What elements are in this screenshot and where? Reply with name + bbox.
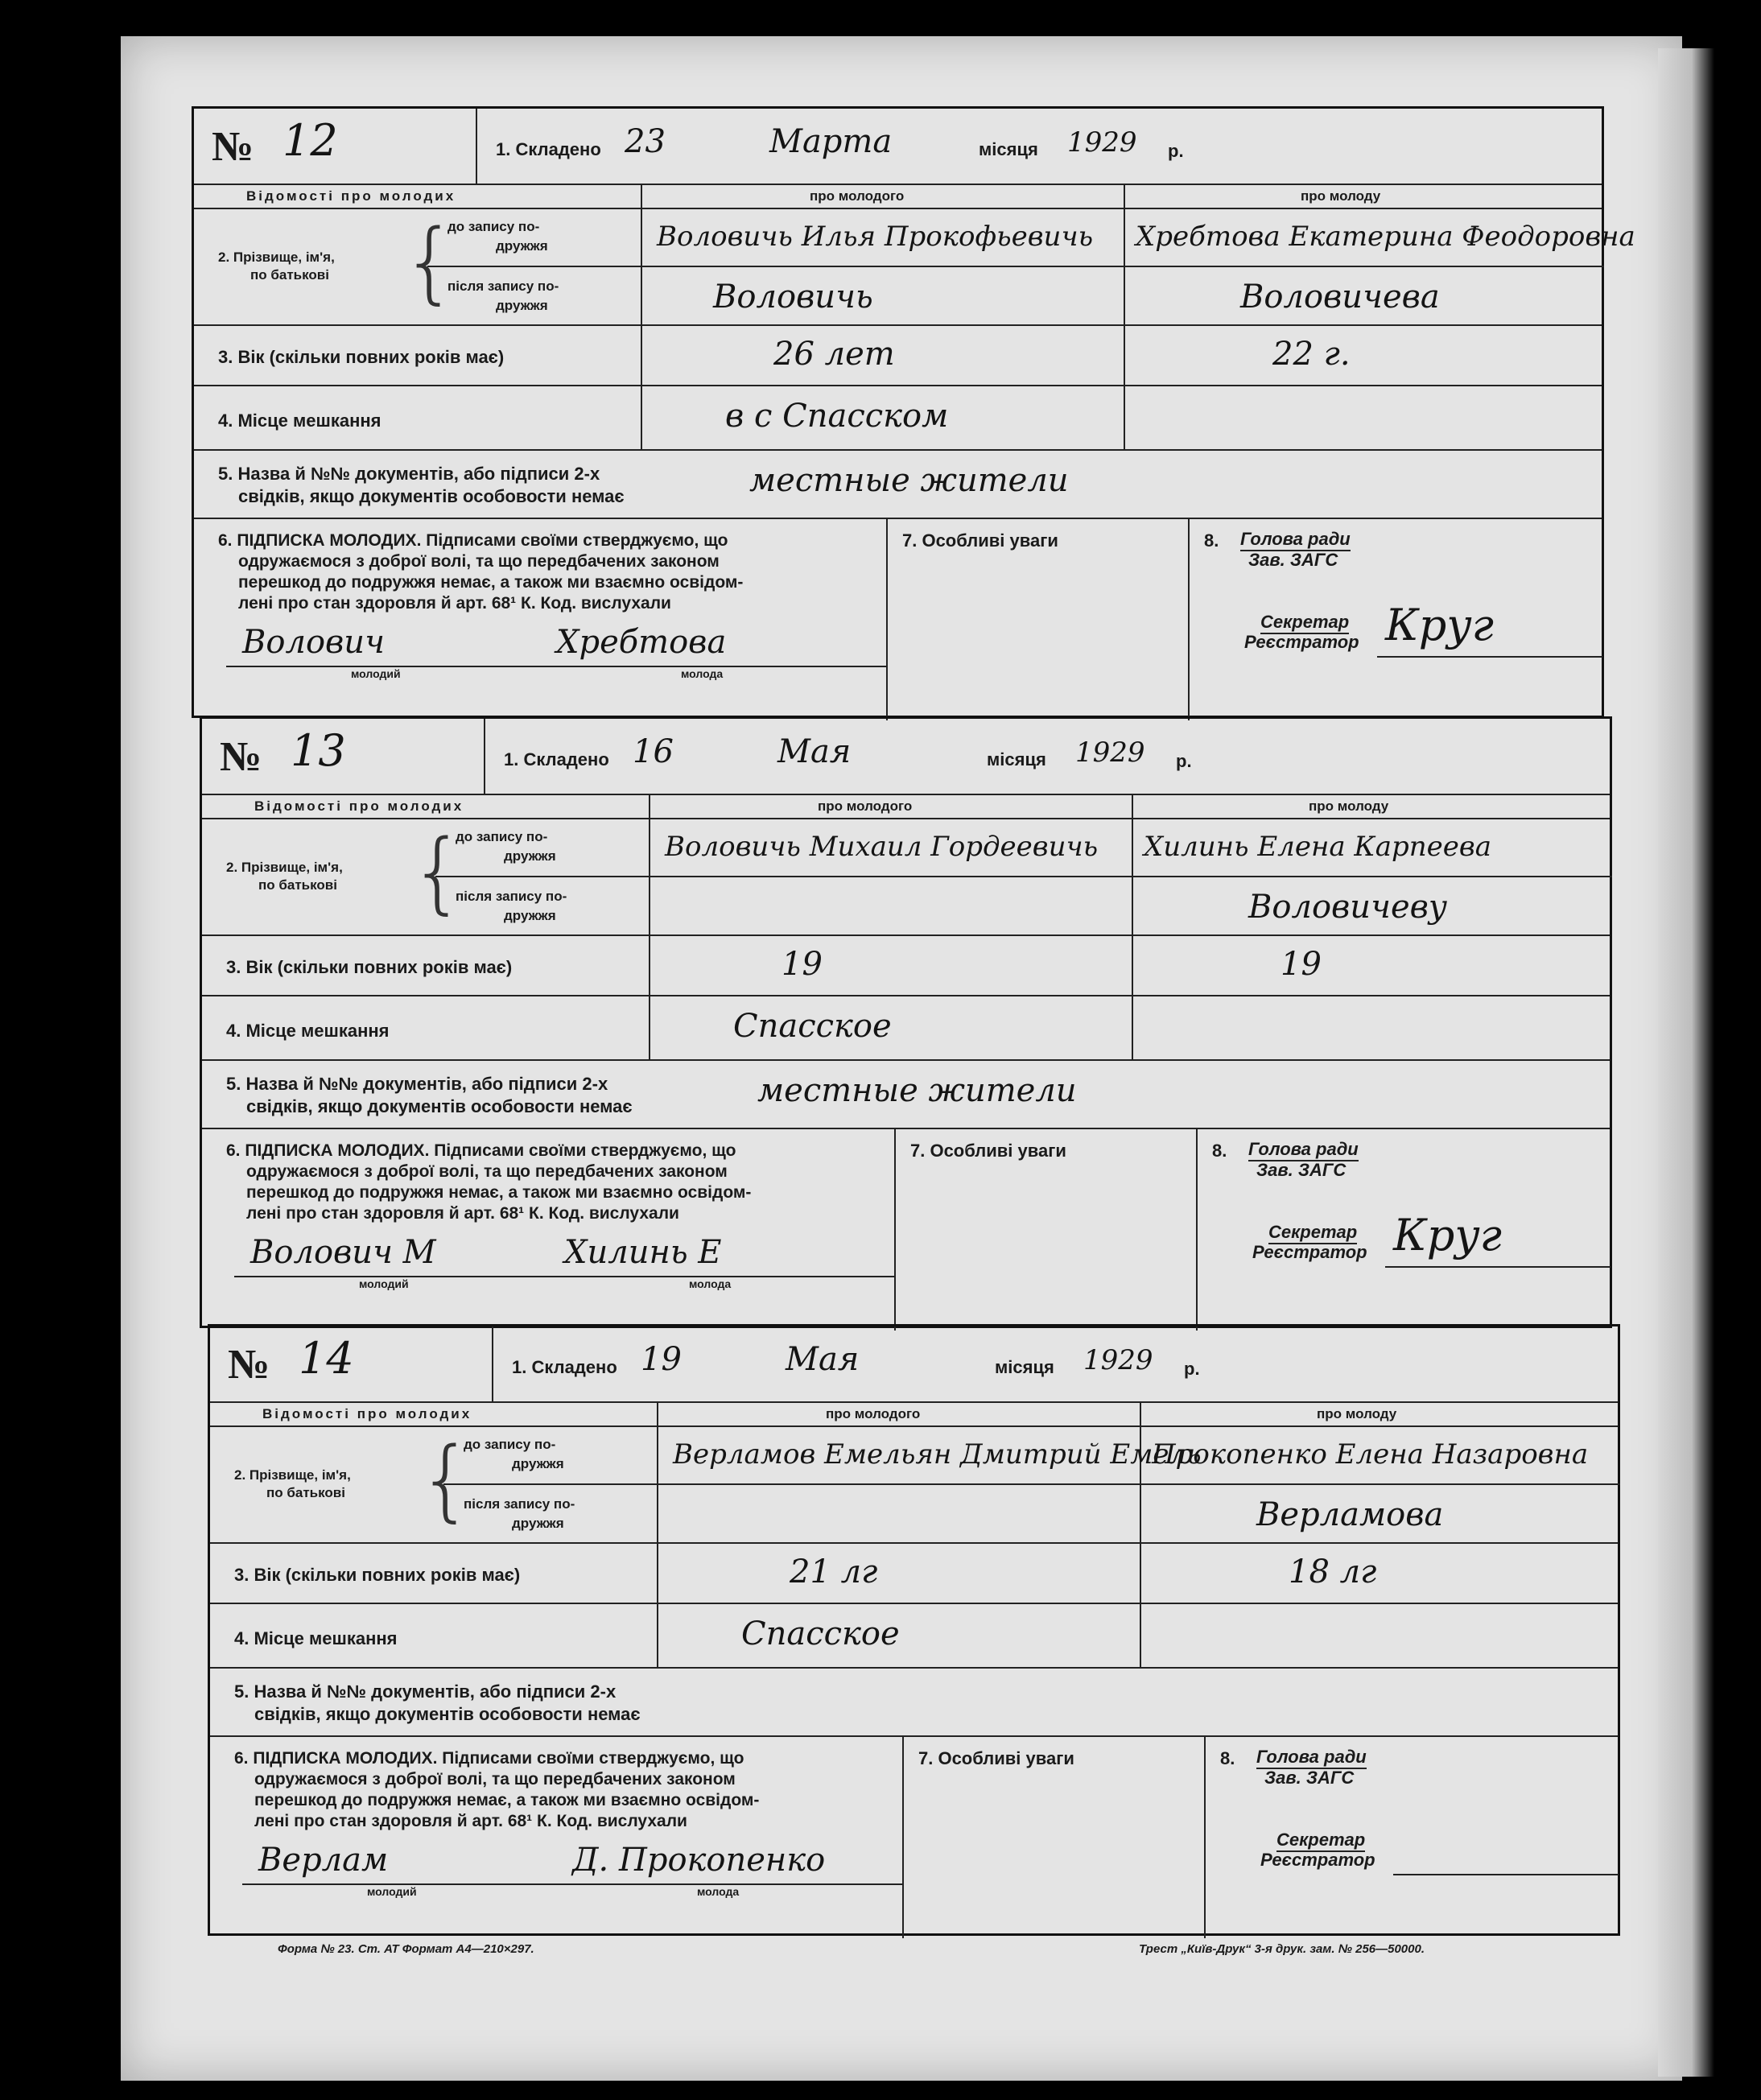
documents-label: 5. Назва й №№ документів, або підписи 2-х: [226, 1074, 608, 1094]
entry-year: 1929: [1083, 1344, 1153, 1376]
subscription-text-2: одружаємося з доброї волі, та що передбачених законом: [246, 1162, 728, 1181]
zags-label: Зав. ЗАГС: [1248, 550, 1338, 570]
groom-header: про молодого: [826, 1406, 921, 1421]
subscription-text-4: лені про стан здоровля й арт. 68¹ К. Код. вислухали: [238, 594, 671, 613]
age-label: 3. Вік (скільки повних років має): [226, 957, 513, 977]
entry-header-row: [194, 109, 1602, 185]
entry-number: 13: [291, 725, 346, 776]
zags-label: Зав. ЗАГС: [1264, 1768, 1355, 1788]
name-label: 2. Прізвище, ім'я,: [234, 1467, 351, 1483]
bride-sig-label: молода: [697, 1885, 740, 1898]
residence-row: [194, 386, 1602, 451]
entry-year: 1929: [1067, 126, 1137, 159]
head-label: Голова ради: [1248, 1139, 1359, 1161]
entry-header-row: [202, 719, 1610, 795]
subscription-text-3: перешкод до подружжя немає, а також ми взаємно освідом-: [246, 1183, 752, 1202]
composed-label: 1. Складено: [496, 139, 601, 159]
before-label: до запису по-: [456, 829, 548, 844]
groom-age: 21 лг: [790, 1553, 878, 1590]
groom-header: про молодого: [818, 798, 913, 814]
groom-sig-label: молодий: [367, 1885, 417, 1898]
documents-row: [210, 1669, 1618, 1737]
names-row: [202, 819, 1610, 936]
subscription-row: [210, 1737, 1618, 1938]
bride-header: про молоду: [1309, 798, 1389, 814]
entry-day: 16: [633, 733, 674, 770]
entry-month: Марта: [769, 123, 893, 160]
subscription-text-3: перешкод до подружжя немає, а також ми взаємно освідом-: [254, 1791, 760, 1809]
age-label: 3. Вік (скільки повних років має): [218, 347, 505, 367]
names-row: [210, 1427, 1618, 1544]
subscription-text-1: 6. ПІДПИСКА МОЛОДИХ. Підписами своїми стверджуємо, що: [226, 1141, 736, 1160]
subscription-text-3: перешкод до подружжя немає, а також ми взаємно освідом-: [238, 573, 744, 592]
entry-year: 1929: [1075, 736, 1145, 769]
bride-signature: Д. Прокопенко: [572, 1842, 826, 1879]
documents-label-2: свідків, якщо документів особовости немає: [246, 1096, 633, 1116]
remarks-label: 7. Особливі уваги: [918, 1748, 1074, 1768]
bride-header: про молоду: [1301, 188, 1381, 204]
register-entry-3: [208, 1324, 1620, 1936]
groom-sig-label: молодий: [359, 1277, 409, 1290]
info-header: Відомості про молодих: [262, 1406, 472, 1421]
groom-name-before: Верламов Емельян Дмитрий Емель: [673, 1438, 1202, 1471]
form-footer-right: Трест „Київ-Друк“ 3-я друк. зам. № 256—50000.: [1139, 1942, 1425, 1956]
groom-name-after: Воловичь: [713, 278, 873, 316]
bride-signature: Хилинь Е: [564, 1234, 722, 1271]
after-label: після запису по-: [464, 1496, 575, 1512]
residence-label: 4. Місце мешкання: [226, 1021, 390, 1041]
brace-icon: {: [402, 210, 458, 313]
subscription-text-4: лені про стан здоровля й арт. 68¹ К. Код. вислухали: [246, 1204, 679, 1223]
age-row: [202, 936, 1610, 996]
remarks-label: 7. Особливі уваги: [902, 530, 1058, 551]
age-label: 3. Вік (скільки повних років має): [234, 1565, 521, 1585]
month-label: місяця: [987, 749, 1046, 769]
entry-day: 23: [625, 123, 666, 160]
subscription-text-4: лені про стан здоровля й арт. 68¹ К. Код. вислухали: [254, 1812, 687, 1830]
after-label: після запису по-: [456, 889, 567, 904]
bride-sig-label: молода: [689, 1277, 732, 1290]
residence-row: [210, 1604, 1618, 1669]
brace-icon: {: [410, 820, 466, 923]
groom-signature: Волович: [242, 624, 385, 661]
register-entry-2: [200, 716, 1612, 1328]
documents-label-2: свідків, якщо документів особовости немає: [254, 1704, 641, 1724]
registrar-label: Реєстратор: [1244, 632, 1359, 652]
after-label-2: дружжя: [496, 298, 548, 313]
name-label: 2. Прізвище, ім'я,: [218, 250, 335, 265]
groom-header: про молодого: [810, 188, 905, 204]
paper-edge: [1658, 48, 1714, 2077]
entry-header-row: [210, 1326, 1618, 1403]
residence-label: 4. Місце мешкання: [218, 411, 381, 431]
registrar-label: Реєстратор: [1252, 1242, 1367, 1262]
head-label: Голова ради: [1256, 1747, 1367, 1769]
before-label-2: дружжя: [496, 238, 548, 254]
groom-signature: Верлам: [258, 1842, 389, 1879]
bride-name-after: Воловичева: [1240, 278, 1440, 316]
residence-value: в с Спасском: [725, 398, 949, 435]
bride-age: 19: [1281, 946, 1322, 983]
documents-row: [202, 1061, 1610, 1129]
before-label: до запису по-: [464, 1437, 556, 1452]
month-label: місяця: [979, 139, 1038, 159]
bride-name-after: Воловичеву: [1248, 889, 1448, 926]
year-suffix: р.: [1176, 751, 1192, 771]
no-sign: №: [228, 1342, 270, 1388]
age-row: [210, 1544, 1618, 1604]
secretary-label: Секретар: [1260, 612, 1349, 634]
bride-age: 22 г.: [1272, 336, 1351, 373]
info-header: Відомості про молодих: [254, 798, 464, 814]
groom-name-before: Воловичь Илья Прокофьевичь: [657, 221, 1094, 253]
composed-label: 1. Складено: [504, 749, 609, 769]
after-label-2: дружжя: [504, 908, 556, 923]
entry-month: Мая: [786, 1341, 860, 1378]
subscription-row: [194, 519, 1602, 720]
documents-value: местные жители: [757, 1072, 1077, 1109]
documents-row: [194, 451, 1602, 519]
name-label-2: по батькові: [258, 877, 337, 893]
registrar-label: Реєстратор: [1260, 1850, 1375, 1870]
head-number: 8.: [1212, 1141, 1227, 1161]
year-suffix: р.: [1184, 1359, 1200, 1379]
bride-sig-label: молода: [681, 667, 724, 680]
bride-name-after: Верламова: [1256, 1496, 1444, 1533]
subscription-text-1: 6. ПІДПИСКА МОЛОДИХ. Підписами своїми стверджуємо, що: [234, 1749, 744, 1768]
names-row: [194, 209, 1635, 326]
entry-number: 14: [299, 1333, 354, 1384]
composed-label: 1. Складено: [512, 1357, 617, 1377]
documents-label: 5. Назва й №№ документів, або підписи 2-х: [218, 464, 600, 484]
bride-name-before: Хилинь Елена Карпеева: [1144, 831, 1491, 863]
head-number: 8.: [1204, 530, 1219, 551]
before-label-2: дружжя: [504, 848, 556, 864]
no-sign: №: [212, 124, 254, 170]
residence-value: Спасское: [733, 1008, 892, 1045]
name-label: 2. Прізвище, ім'я,: [226, 860, 343, 875]
head-label: Голова ради: [1240, 529, 1351, 551]
residence-value: Спасское: [741, 1615, 900, 1652]
register-entry-1: [192, 106, 1635, 718]
groom-name-before: Воловичь Михаил Гордеевичь: [665, 831, 1099, 863]
brace-icon: {: [418, 1428, 474, 1531]
entry-day: 19: [641, 1341, 682, 1378]
month-label: місяця: [995, 1357, 1054, 1377]
bride-signature: Хребтова: [556, 624, 727, 661]
subscription-text-2: одружаємося з доброї волі, та що передбачених законом: [254, 1770, 736, 1789]
before-label-2: дружжя: [512, 1456, 564, 1471]
name-label-2: по батькові: [250, 267, 329, 283]
info-header-row: [210, 1403, 1618, 1427]
bride-header: про молоду: [1317, 1406, 1397, 1421]
no-sign: №: [220, 734, 262, 780]
registrar-signature: Круг: [1385, 600, 1494, 650]
info-header: Відомості про молодих: [246, 188, 456, 204]
age-row: [194, 326, 1602, 386]
bride-age: 18 лг: [1289, 1553, 1377, 1590]
year-suffix: р.: [1168, 141, 1184, 161]
bride-name-before: Хребтова Екатерина Феодоровна: [1136, 221, 1635, 253]
head-number: 8.: [1220, 1748, 1235, 1768]
after-label-2: дружжя: [512, 1516, 564, 1531]
subscription-text-1: 6. ПІДПИСКА МОЛОДИХ. Підписами своїми стверджуємо, що: [218, 531, 728, 550]
residence-label: 4. Місце мешкання: [234, 1628, 398, 1648]
groom-age: 19: [782, 946, 823, 983]
documents-value: местные жители: [749, 462, 1069, 499]
bride-name-before: Прокопенко Елена Назаровна: [1152, 1438, 1589, 1471]
form-footer-left: Форма № 23. Ст. АТ Формат А4—210×297.: [278, 1942, 534, 1956]
documents-label: 5. Назва й №№ документів, або підписи 2-х: [234, 1681, 617, 1702]
documents-label-2: свідків, якщо документів особовости немає: [238, 486, 625, 506]
subscription-row: [202, 1129, 1610, 1331]
entry-month: Мая: [777, 733, 852, 770]
secretary-label: Секретар: [1276, 1830, 1365, 1852]
remarks-label: 7. Особливі уваги: [910, 1141, 1066, 1161]
groom-sig-label: молодий: [351, 667, 401, 680]
info-header-row: [202, 795, 1610, 819]
secretary-label: Секретар: [1268, 1222, 1357, 1244]
info-header-row: [194, 185, 1602, 209]
groom-signature: Волович М: [250, 1234, 436, 1271]
entry-number: 12: [283, 115, 338, 166]
after-label: після запису по-: [447, 278, 559, 294]
before-label: до запису по-: [447, 219, 540, 234]
zags-label: Зав. ЗАГС: [1256, 1160, 1347, 1180]
name-label-2: по батькові: [266, 1485, 345, 1500]
registrar-signature: Круг: [1393, 1210, 1502, 1260]
residence-row: [202, 996, 1610, 1061]
subscription-text-2: одружаємося з доброї волі, та що передбачених законом: [238, 552, 720, 571]
groom-age: 26 лет: [773, 336, 895, 373]
